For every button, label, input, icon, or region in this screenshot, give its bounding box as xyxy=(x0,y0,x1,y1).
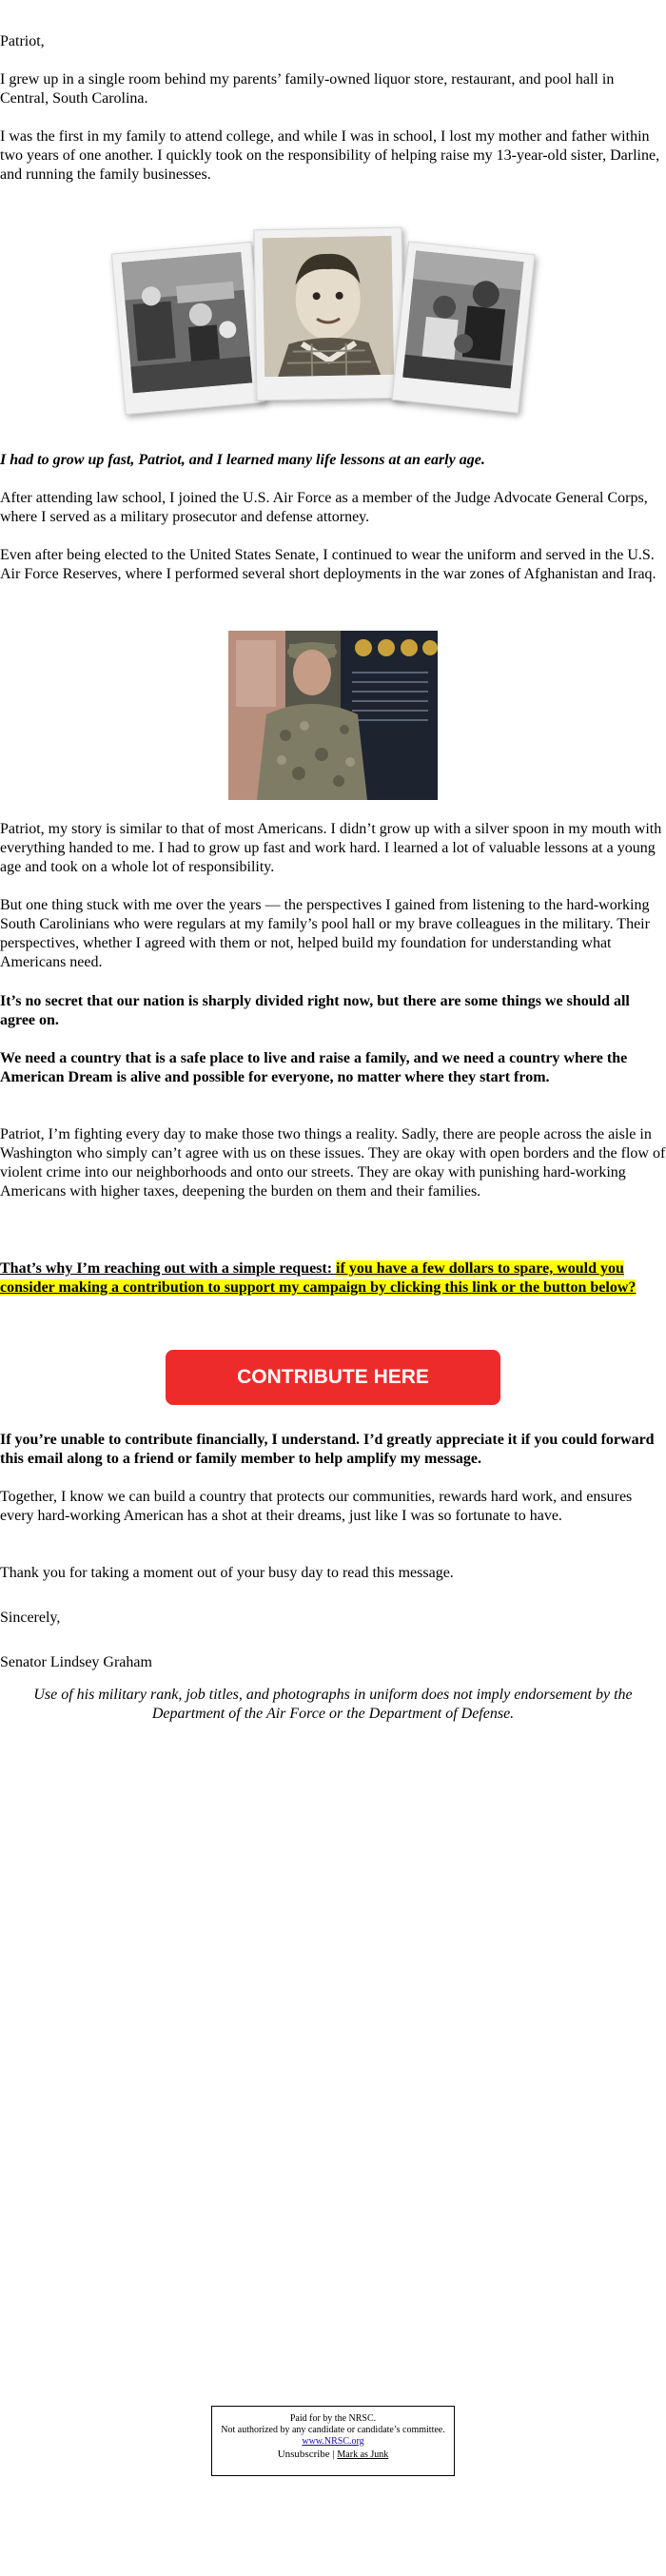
thank-you-paragraph: Thank you for taking a moment out of your busy day to read this message. xyxy=(0,1565,454,1581)
footer-separator: | xyxy=(332,2449,335,2460)
polaroid-left xyxy=(111,242,265,415)
greeting: Patriot, xyxy=(0,33,45,49)
paid-for-text: Paid for by the NRSC. xyxy=(289,2413,377,2424)
disclaimer: Use of his military rank, job titles, and photographs in uniform does not imply endorsement by the Department of the Air Force or the Department of Defense. xyxy=(33,1687,633,1722)
family-business-photo xyxy=(122,252,253,393)
fighting-paragraph: Patriot, I’m fighting every day to make those two things a reality. Sadly, there are people across the aisle in Washington who simply can’t agree with us on these issues. They are okay with open borders and the flow of violent crime into our neighborhoods and onto our streets. They are okay with punishing hard-working Americans with higher taxes, deepening the burden on them and their families. xyxy=(0,1126,666,1200)
siblings-photo xyxy=(402,250,523,388)
polaroid-center xyxy=(253,227,404,401)
country-needs-paragraph: We need a country that is a safe place to live and raise a family, and we need a country where the American Dream is alive and possible for everyone, no matter where they start from. xyxy=(0,1050,628,1085)
divided-nation-paragraph: It’s no secret that our nation is sharply divided right now, but there are some things we should all agree on. xyxy=(0,993,630,1028)
perspectives-paragraph: But one thing stuck with me over the years — the perspectives I gained from listening to the hard-working South Carolinians who were regulars at my family’s pool hall or my brave colleagues in the military. Their perspectives, whether I agreed with them or not, helped build my foundation for understanding what Americans need. xyxy=(0,897,650,970)
unsubscribe-link[interactable]: Unsubscribe xyxy=(277,2449,330,2460)
childhood-photo-collage xyxy=(116,228,550,419)
together-paragraph: Together, I know we can build a country that protects our communities, rewards hard work, and ensures every hard-working American has a shot at their dreams, just like I was so fortunate to have. xyxy=(0,1489,633,1524)
mark-as-junk-link[interactable]: Mark as Junk xyxy=(337,2449,389,2460)
request-intro: That’s why I’m reaching out with a simple request: xyxy=(0,1260,337,1277)
signature: Senator Lindsey Graham xyxy=(0,1654,152,1670)
footer-box xyxy=(211,2406,455,2476)
intro-paragraph: I grew up in a single room behind my parents’ family-owned liquor store, restaurant, and pool hall in Central, South Carolina. xyxy=(0,71,615,107)
law-school-paragraph: After attending law school, I joined the U.S. Air Force as a member of the Judge Advocate General Corps, where I served as a military prosecutor and defense attorney. xyxy=(0,490,648,525)
polaroid-right xyxy=(392,241,536,413)
story-paragraph: Patriot, my story is similar to that of most Americans. I didn’t grow up with a silver spoon in my mouth with everything handed to me. I had to grow up fast and work hard. I learned a lot of valuable lessons at a young age and took on a whole lot of responsibility. xyxy=(0,821,662,875)
senate-paragraph: Even after being elected to the United States Senate, I continued to wear the uniform and served in the U.S. Air Force Reserves, where I performed several short deployments in the war zones of Afghanistan and Iraq. xyxy=(0,547,656,582)
request-paragraph xyxy=(0,1259,666,1298)
boyhood-portrait-photo xyxy=(263,236,395,377)
forward-email-paragraph: If you’re unable to contribute financially, I understand. I’d greatly appreciate it if you could forward this email along to a friend or family member to help amplify my message. xyxy=(0,1432,655,1467)
not-authorized-text: Not authorized by any candidate or candidate’s committee. xyxy=(221,2425,445,2435)
grow-up-fast-paragraph: I had to grow up fast, Patriot, and I learned many life lessons at an early age. xyxy=(0,452,485,468)
college-paragraph: I was the first in my family to attend college, and while I was in school, I lost my mother and father within two years of one another. I quickly took on the responsibility of helping raise my 13-year-old sister, Darline, and running the family businesses. xyxy=(0,128,660,183)
senator-in-uniform-image xyxy=(228,631,438,800)
contribute-here-button[interactable]: CONTRIBUTE HERE xyxy=(166,1350,500,1405)
nrsc-website-link[interactable]: www.NRSC.org xyxy=(302,2436,364,2447)
uniform-photo xyxy=(228,631,438,800)
sign-off: Sincerely, xyxy=(0,1610,61,1626)
contribution-link[interactable]: if you have a few dollars to spare, would you consider making a contribution to support my campaign by clicking this link or the button below? xyxy=(0,1260,637,1296)
